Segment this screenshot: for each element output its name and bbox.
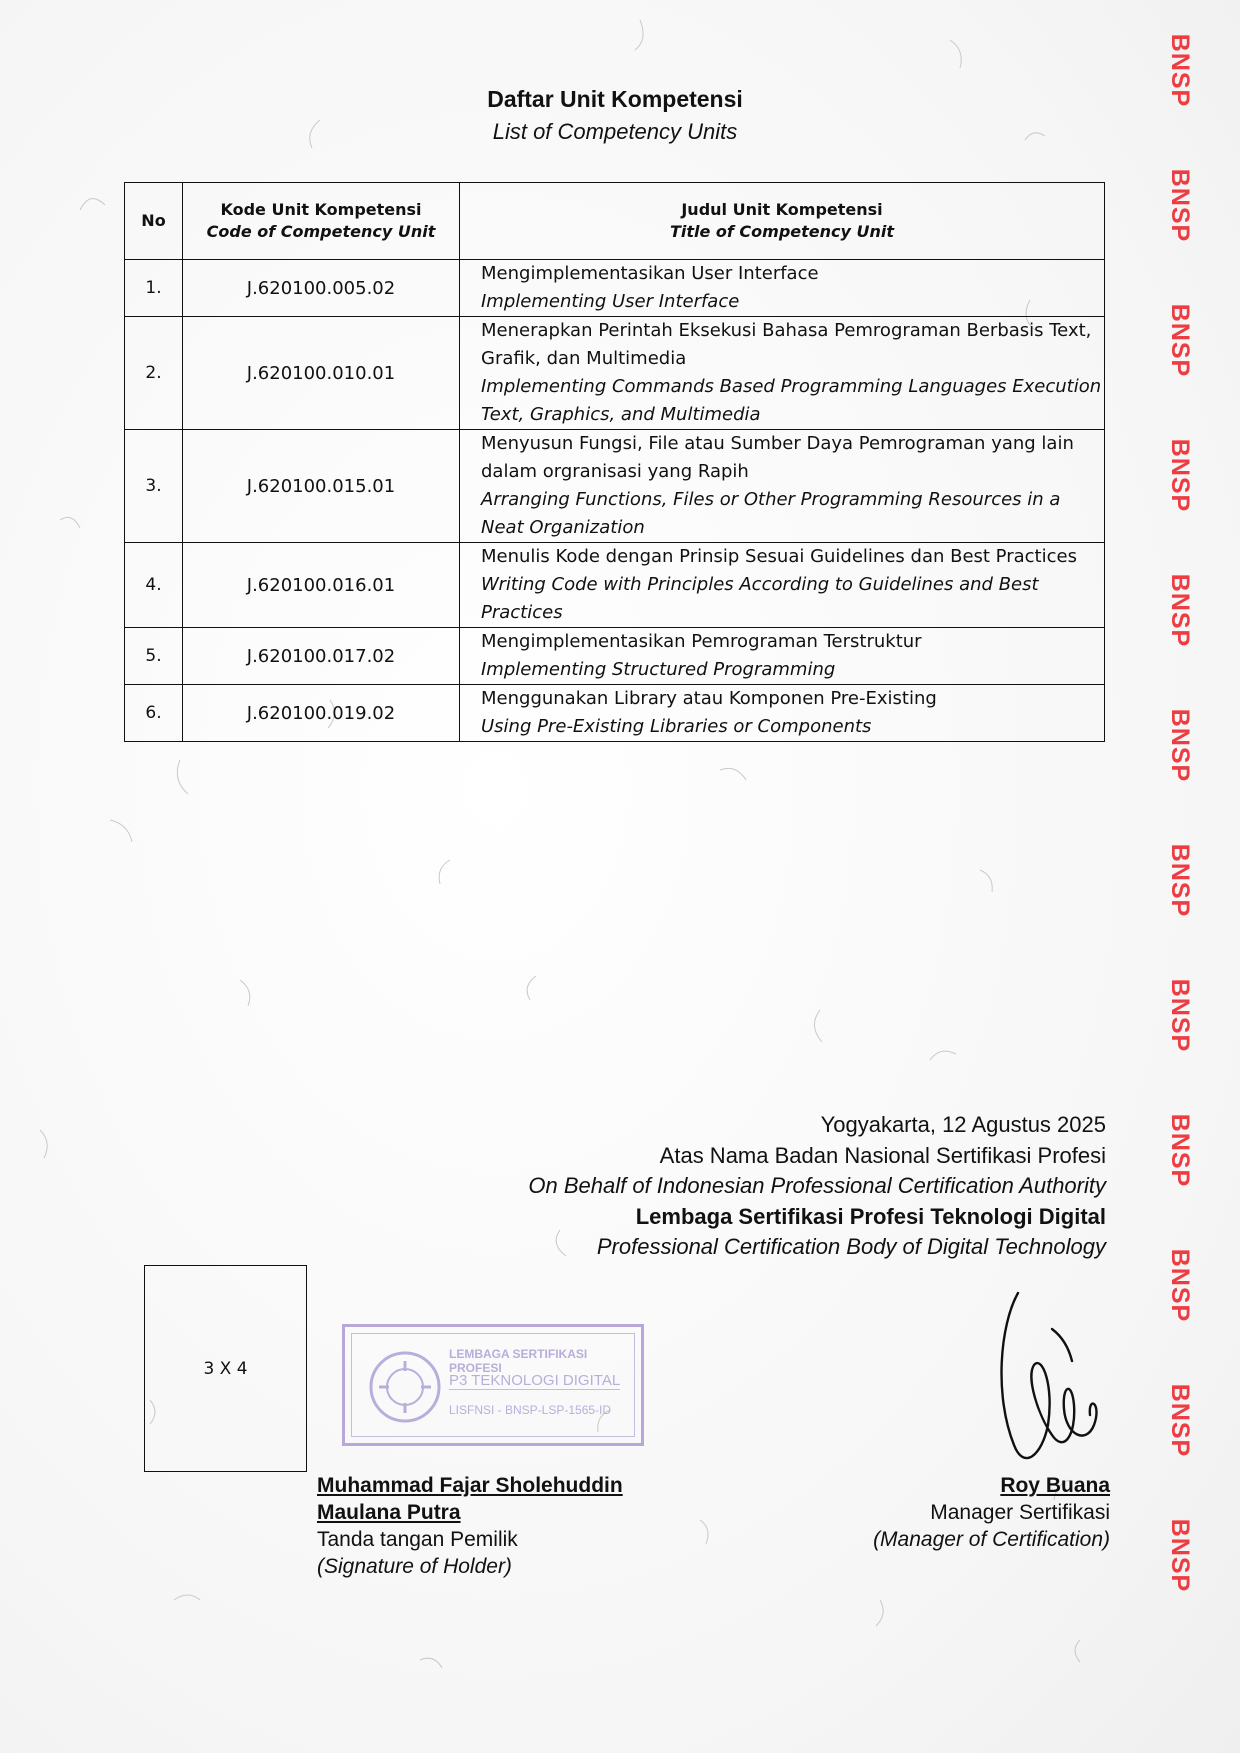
page-title: Daftar Unit Kompetensi (487, 86, 743, 112)
bnsp-watermark: BNSP (1166, 1518, 1195, 1592)
row-code: J.620100.019.02 (183, 685, 460, 742)
stamp-line2: P3 TEKNOLOGI DIGITAL (449, 1372, 621, 1389)
manager-block (873, 1472, 1110, 1553)
table-row (125, 260, 1105, 317)
row-title-en: Implementing Commands Based Programming Languages Execution Text, Graphics, and Multimedia (481, 376, 1102, 425)
row-code: J.620100.015.01 (183, 430, 460, 543)
holder-block (317, 1472, 623, 1580)
bnsp-watermark: BNSP (1166, 33, 1195, 107)
manager-role-id: Manager Sertifikasi (930, 1501, 1110, 1524)
manager-signature (990, 1285, 1110, 1475)
row-title-id: Menyusun Fungsi, File atau Sumber Daya Pemrograman yang lain dalam orgranisasi yang Rapih (481, 433, 1074, 482)
row-title-id: Mengimplementasikan Pemrograman Terstruktur (481, 631, 922, 652)
bnsp-watermark-strip (1150, 20, 1210, 1740)
stamp-line3: LISFNSI - BNSP-LSP-1565-ID (449, 1403, 612, 1417)
header-code-id: Kode Unit Kompetensi (220, 200, 422, 219)
on-behalf-id: Atas Nama Badan Nasional Sertifikasi Profesi (659, 1142, 1106, 1168)
row-title (460, 430, 1105, 543)
holder-name-line1: Muhammad Fajar Sholehuddin (317, 1474, 623, 1497)
row-no: 5. (125, 628, 183, 685)
row-no: 1. (125, 260, 183, 317)
table-row (125, 317, 1105, 430)
header-code-en: Code of Competency Unit (206, 222, 436, 241)
row-no: 4. (125, 543, 183, 628)
bnsp-watermark: BNSP (1166, 708, 1195, 782)
row-title-en: Writing Code with Principles According to Guidelines and Best Practices (481, 574, 1039, 623)
manager-role-en: (Manager of Certification) (873, 1528, 1110, 1551)
row-title-id: Mengimplementasikan User Interface (481, 263, 819, 284)
bnsp-watermark: BNSP (1166, 303, 1195, 377)
row-code: J.620100.010.01 (183, 317, 460, 430)
row-code: J.620100.016.01 (183, 543, 460, 628)
row-title-id: Menulis Kode dengan Prinsip Sesuai Guidelines dan Best Practices (481, 546, 1077, 567)
table-row (125, 628, 1105, 685)
certification-body-en: Professional Certification Body of Digital Technology (596, 1234, 1106, 1259)
row-code: J.620100.017.02 (183, 628, 460, 685)
stamp-line1: LEMBAGA SERTIFIKASI PROFESI (449, 1347, 588, 1375)
header-title-en: Title of Competency Unit (669, 222, 895, 241)
bnsp-watermark: BNSP (1166, 1113, 1195, 1187)
row-title (460, 685, 1105, 742)
lsp-stamp (342, 1324, 644, 1446)
place-date: Yogyakarta, 12 Agustus 2025 (820, 1112, 1106, 1137)
bnsp-watermark: BNSP (1166, 438, 1195, 512)
table-row (125, 543, 1105, 628)
row-title-id: Menggunakan Library atau Komponen Pre-Existing (481, 688, 937, 709)
bnsp-watermark: BNSP (1166, 1248, 1195, 1322)
row-code: J.620100.005.02 (183, 260, 460, 317)
table-row (125, 685, 1105, 742)
row-title (460, 260, 1105, 317)
table-header-row (125, 183, 1105, 260)
bnsp-watermark: BNSP (1166, 978, 1195, 1052)
header-code (183, 183, 460, 260)
on-behalf-en: On Behalf of Indonesian Professional Certification Authority (528, 1173, 1106, 1198)
page-subtitle: List of Competency Units (492, 119, 738, 144)
row-no: 6. (125, 685, 183, 742)
row-title-en: Using Pre-Existing Libraries or Components (481, 716, 872, 737)
holder-name-line2: Maulana Putra (317, 1501, 461, 1524)
header-title (460, 183, 1105, 260)
manager-name: Roy Buana (1000, 1474, 1110, 1497)
certification-body-id: Lembaga Sertifikasi Profesi Teknologi Digital (635, 1203, 1106, 1229)
row-title (460, 543, 1105, 628)
photo-size-label: 3 X 4 (203, 1358, 248, 1379)
holder-role-en: (Signature of Holder) (317, 1555, 512, 1578)
photo-placeholder (144, 1265, 307, 1472)
row-no: 3. (125, 430, 183, 543)
row-no: 2. (125, 317, 183, 430)
row-title-en: Implementing Structured Programming (481, 659, 836, 680)
stamp-logo-icon (365, 1347, 445, 1427)
row-title-en: Implementing User Interface (481, 291, 740, 312)
row-title-en: Arranging Functions, Files or Other Programming Resources in a Neat Organization (481, 489, 1061, 538)
row-title (460, 317, 1105, 430)
bnsp-watermark: BNSP (1166, 168, 1195, 242)
table-row (125, 430, 1105, 543)
issuer-block (528, 1110, 1106, 1263)
header-title-id: Judul Unit Kompetensi (681, 200, 883, 219)
bnsp-watermark: BNSP (1166, 573, 1195, 647)
competency-units-table (124, 182, 1105, 742)
bnsp-watermark: BNSP (1166, 1383, 1195, 1457)
header-no: No (125, 183, 183, 260)
row-title-id: Menerapkan Perintah Eksekusi Bahasa Pemrograman Berbasis Text, Grafik, dan Multimedia (481, 320, 1092, 369)
row-title (460, 628, 1105, 685)
bnsp-watermark: BNSP (1166, 843, 1195, 917)
holder-role-id: Tanda tangan Pemilik (317, 1528, 518, 1551)
